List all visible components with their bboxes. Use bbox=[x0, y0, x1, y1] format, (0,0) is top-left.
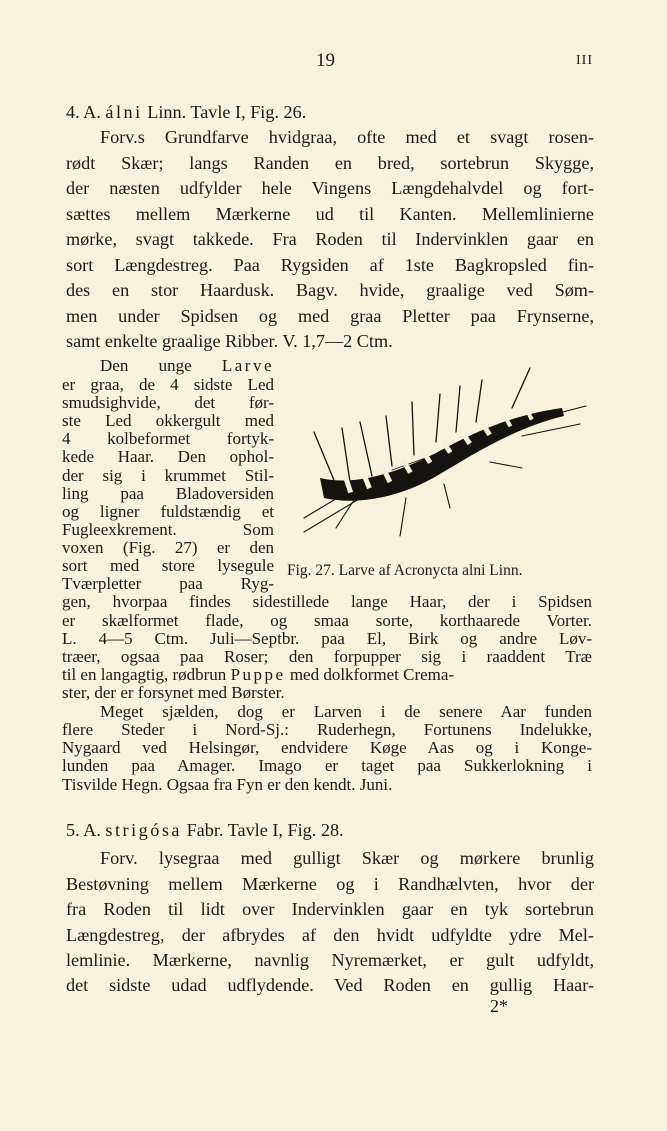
entry4-forv-line: sort Længdestreg. Paa Rygsiden af 1ste Bagkropsled fin- bbox=[66, 255, 594, 275]
page-number: 19 bbox=[316, 50, 335, 71]
entry5-heading: 5. A. strigósa Fabr. Tavle I, Fig. 28. bbox=[66, 820, 344, 840]
entry4-heading: 4. A. álni Linn. Tavle I, Fig. 26. bbox=[66, 102, 307, 122]
entry4-larva-line: ster, der er forsynet med Børster. bbox=[62, 683, 285, 702]
entry4-forv-line: sættes mellem Mærkerne ud til Kanten. Mellemlinierne bbox=[66, 204, 594, 224]
larva-illustration bbox=[294, 350, 592, 555]
footer-signature: 2* bbox=[490, 996, 508, 1016]
entry4-larva-line: og ligner fuldstændig et bbox=[62, 502, 274, 521]
entry4-larva-line: Tværpletter paa Ryg- bbox=[62, 574, 274, 593]
entry4-larva-line: kede Haar. Den ophol- bbox=[62, 447, 274, 466]
entry4-larva-line: er skælformet flade, og smaa sorte, korthaarede Vorter. bbox=[62, 611, 592, 630]
entry4-forv-line: Forv.s Grundfarve hvidgraa, ofte med et svagt rosen- bbox=[100, 127, 594, 147]
entry4-forv-line: des en stor Haardusk. Bagv. hvide, graalige ved Søm- bbox=[66, 280, 594, 300]
entry4-forv-line: men under Spidsen og med graa Pletter paa Frynserne, bbox=[66, 306, 594, 326]
entry4-larva-line: 4 kolbeformet fortyk- bbox=[62, 429, 274, 448]
entry5-forv-line: Bestøvning mellem Mærkerne og i Randhælvten, hvor der bbox=[66, 874, 594, 894]
entry4-larva-line: Den unge Larve bbox=[100, 356, 275, 375]
entry5-forv-line: det sidste udad udflydende. Ved Roden en gullig Haar- bbox=[66, 975, 594, 995]
entry4-rare-line: lunden paa Amager. Imago er taget paa Sukkerlokning i bbox=[62, 756, 592, 775]
entry4-larva-line: ste Led okkergult med bbox=[62, 411, 274, 430]
entry4-larva-line: til en langagtig, rødbrun Puppe med dolkformet Crema- bbox=[62, 665, 455, 684]
entry4-rare-line: Tisvilde Hegn. Ogsaa fra Fyn er den kendt. Juni. bbox=[62, 775, 393, 794]
signature-mark: III bbox=[576, 53, 593, 68]
entry5-forv-line: lemlinie. Mærkerne, navnlig Nyremærket, er gult udfyldt, bbox=[66, 950, 594, 970]
entry4-forv-line: samt enkelte graalige Ribber. V. 1,7—2 Ctm. bbox=[66, 331, 393, 351]
entry4-larva-line: ling paa Bladoversiden bbox=[62, 484, 274, 503]
entry4-larva-line: smudsighvide, det før- bbox=[62, 393, 274, 412]
entry4-larva-line: L. 4—5 Ctm. Juli—Septbr. paa El, Birk og andre Løv- bbox=[62, 629, 592, 648]
entry4-larva-line: Fugleexkrement. Som bbox=[62, 520, 274, 539]
entry4-rare-line: Nygaard ved Helsingør, endvidere Køge Aas og i Konge- bbox=[62, 738, 592, 757]
entry5-forv-line: fra Roden til lidt over Indervinklen gaar en tyk sortebrun bbox=[66, 899, 594, 919]
entry4-rare-line: Meget sjælden, dog er Larven i de senere Aar funden bbox=[100, 702, 592, 721]
entry4-rare-line: flere Steder i Nord-Sj.: Ruderhegn, Fortunens Indelukke, bbox=[62, 720, 592, 739]
entry4-larva-line: voxen (Fig. 27) er den bbox=[62, 538, 274, 557]
entry4-larva-line: gen, hvorpaa findes sidestillede lange Haar, der i Spidsen bbox=[62, 592, 592, 611]
entry4-larva-line: er graa, de 4 sidste Led bbox=[62, 375, 274, 394]
entry4-forv-line: rødt Skær; langs Randen en bred, sortebrun Skygge, bbox=[66, 153, 594, 173]
entry4-forv-line: mørke, svagt takkede. Fra Roden til Indervinklen gaar en bbox=[66, 229, 594, 249]
entry4-larva-line: træer, ogsaa paa Roser; den forpupper sig i raaddent Træ bbox=[62, 647, 592, 666]
entry4-larva-line: sort med store lysegule bbox=[62, 556, 274, 575]
entry4-larva-line: der sig i krummet Stil- bbox=[62, 466, 274, 485]
figure-caption: Fig. 27. Larve af Acronycta alni Linn. bbox=[287, 562, 523, 579]
entry5-forv-line: Længdestreg, der afbrydes af den hvidt udfyldte ydre Mel- bbox=[66, 925, 594, 945]
entry5-forv-line: Forv. lysegraa med gulligt Skær og mørkere brunlig bbox=[100, 848, 594, 868]
entry4-forv-line: der næsten udfylder hele Vingens Længdehalvdel og fort- bbox=[66, 178, 594, 198]
